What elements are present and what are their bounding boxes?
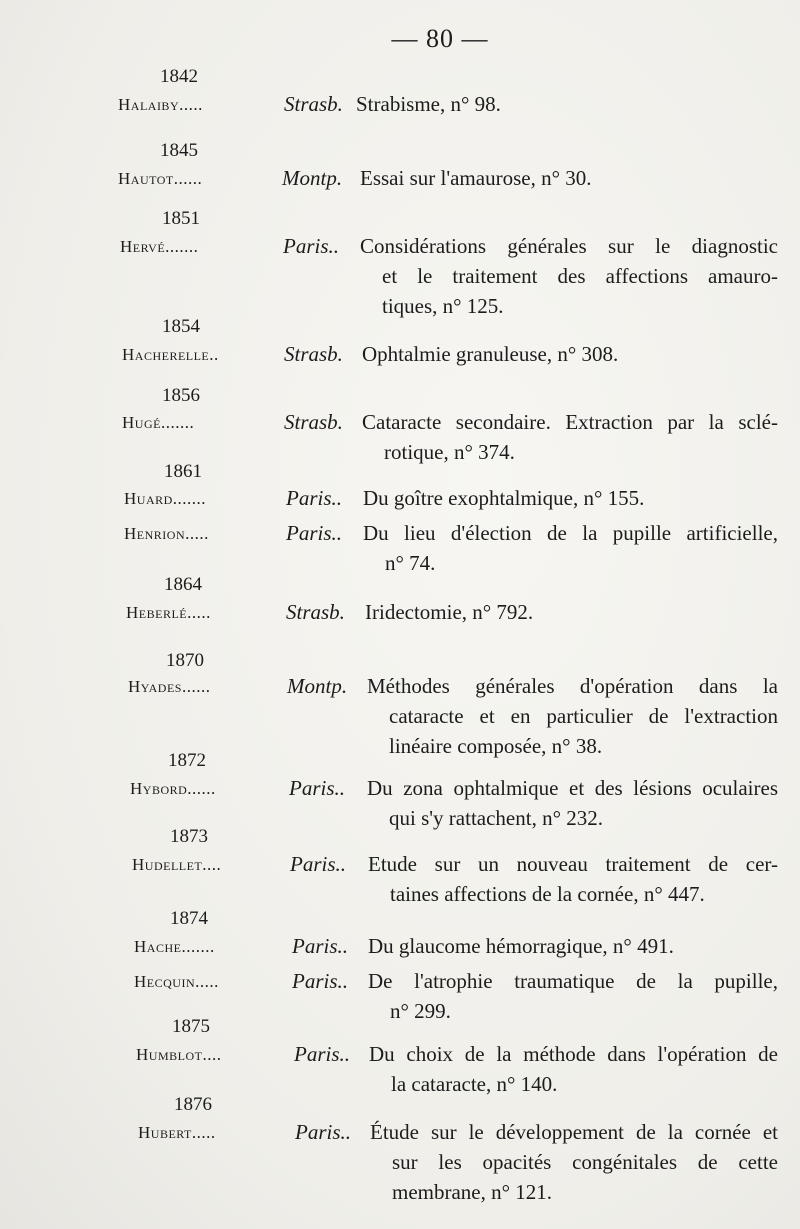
entry-author	[138, 1123, 216, 1143]
author-name: Hyades	[128, 677, 182, 696]
entry-title	[365, 597, 778, 627]
title-line: Du glaucome hémorragique, n° 491.	[368, 934, 674, 958]
year-heading: 1854	[162, 316, 200, 337]
leader-dots: .....	[179, 95, 203, 114]
title-line: la cataracte, n° 140.	[391, 1072, 558, 1096]
year-heading: 1875	[172, 1016, 210, 1037]
entry-title	[368, 931, 778, 961]
entry-title	[368, 966, 778, 1026]
year-heading: 1876	[174, 1094, 212, 1115]
entry-place: Paris..	[294, 1042, 351, 1066]
entry-place: Paris..	[290, 852, 347, 876]
title-line: Strabisme, n° 98.	[356, 92, 501, 116]
year-heading: 1842	[160, 66, 198, 87]
title-line: Considérations générales sur le diagnostic	[360, 234, 778, 258]
entry-title	[360, 163, 778, 193]
author-name: Humblot	[136, 1045, 203, 1064]
entry-place: Strasb.	[286, 600, 345, 624]
entry-place: Montp.	[287, 674, 348, 698]
title-line: tiques, n° 125.	[382, 294, 504, 318]
entry-place: Paris..	[289, 776, 346, 800]
leader-dots: .....	[185, 524, 209, 543]
entry-title	[363, 483, 778, 513]
entry-place: Paris..	[295, 1120, 352, 1144]
entry-author	[120, 237, 198, 257]
entry-author	[130, 779, 216, 799]
title-line: cataracte et en particulier de l'extraction	[389, 704, 778, 728]
entry-author	[124, 524, 209, 544]
entry-place: Strasb.	[284, 342, 343, 366]
entry-place: Paris..	[283, 234, 340, 258]
author-name: Hautot	[118, 169, 174, 188]
leader-dots: ......	[187, 779, 216, 798]
year-heading: 1874	[170, 908, 208, 929]
title-line: Du zona ophtalmique et des lésions oculaires	[367, 776, 778, 800]
entry-place: Paris..	[286, 486, 343, 510]
title-line: rotique, n° 374.	[384, 440, 515, 464]
leader-dots: .....	[191, 1123, 216, 1142]
leader-dots: .....	[187, 603, 211, 622]
title-line: qui s'y rattachent, n° 232.	[389, 806, 603, 830]
entry-author	[122, 413, 194, 433]
leader-dots: .......	[172, 489, 207, 508]
title-line: De l'atrophie traumatique de la pupille,	[368, 969, 778, 993]
title-line: n° 74.	[385, 551, 436, 575]
title-line: membrane, n° 121.	[392, 1180, 553, 1204]
title-line: Étude sur le développement de la cornée et	[370, 1120, 778, 1144]
entry-author	[136, 1045, 221, 1065]
entry-author	[118, 169, 202, 189]
year-heading: 1845	[160, 140, 198, 161]
page-number: — 80 —	[391, 24, 489, 53]
author-name: Huard	[124, 489, 173, 508]
entry-author	[128, 677, 210, 697]
title-line: Cataracte secondaire. Extraction par la sclé-	[362, 410, 778, 434]
author-name: Hugé	[122, 413, 161, 432]
title-line: linéaire composée, n° 38.	[389, 734, 603, 758]
year-heading: 1851	[162, 208, 200, 229]
year-heading: 1873	[170, 826, 208, 847]
year-heading: 1870	[166, 650, 204, 671]
title-line: et le traitement des affections amauro-	[382, 264, 778, 288]
title-line: Méthodes générales d'opération dans la	[367, 674, 778, 698]
entry-author	[118, 95, 203, 115]
author-name: Hervé	[120, 237, 166, 256]
entry-title	[362, 407, 778, 467]
entry-title	[370, 1117, 778, 1207]
entry-title	[363, 518, 778, 578]
entry-author	[132, 855, 221, 875]
title-line: Essai sur l'amaurose, n° 30.	[360, 166, 592, 190]
title-line: Du lieu d'élection de la pupille artificielle,	[363, 521, 778, 545]
title-line: Ophtalmie granuleuse, n° 308.	[362, 342, 619, 366]
title-line: n° 299.	[390, 999, 451, 1023]
leader-dots: .....	[195, 972, 219, 991]
entry-title	[369, 1039, 778, 1099]
entry-place: Strasb.	[284, 410, 343, 434]
year-heading: 1856	[162, 385, 200, 406]
year-heading: 1864	[164, 574, 202, 595]
title-line: Iridectomie, n° 792.	[365, 600, 534, 624]
entry-author	[134, 972, 219, 992]
entry-author	[134, 937, 215, 957]
leader-dots: .......	[165, 237, 199, 256]
leader-dots: ......	[181, 677, 211, 696]
title-line: taines affections de la cornée, n° 447.	[390, 882, 705, 906]
title-line: Etude sur un nouveau traitement de cer-	[368, 852, 778, 876]
entry-author	[124, 489, 206, 509]
year-heading: 1861	[164, 461, 202, 482]
author-name: Hybord	[130, 779, 188, 798]
title-line: Du choix de la méthode dans l'opération de	[369, 1042, 778, 1066]
entry-title	[360, 231, 778, 321]
author-name: Hache	[134, 937, 182, 956]
leader-dots: .......	[181, 937, 215, 956]
entry-place: Montp.	[282, 166, 343, 190]
author-name: Henrion	[124, 524, 186, 543]
entry-title	[367, 773, 778, 833]
leader-dots: ......	[173, 169, 203, 188]
author-name: Halaiby	[118, 95, 180, 114]
entry-title	[368, 849, 778, 909]
leader-dots: ..	[209, 345, 219, 364]
entry-title	[367, 671, 778, 761]
year-heading: 1872	[168, 750, 206, 771]
leader-dots: ....	[202, 855, 222, 874]
author-name: Hacherelle	[122, 345, 210, 364]
leader-dots: .......	[160, 413, 195, 432]
entry-place: Paris..	[292, 969, 349, 993]
entry-title	[362, 339, 778, 369]
entry-title	[356, 89, 778, 119]
entry-place: Paris..	[286, 521, 343, 545]
author-name: Heberlé	[126, 603, 188, 622]
entry-author	[126, 603, 211, 623]
author-name: Hubert	[138, 1123, 192, 1142]
entry-place: Strasb.	[284, 92, 343, 116]
title-line: Du goître exophtalmique, n° 155.	[363, 486, 645, 510]
leader-dots: ....	[202, 1045, 222, 1064]
entry-author	[122, 345, 219, 365]
author-name: Hecquin	[134, 972, 196, 991]
title-line: sur les opacités congénitales de cette	[392, 1150, 778, 1174]
author-name: Hudellet	[132, 855, 203, 874]
entry-place: Paris..	[292, 934, 349, 958]
